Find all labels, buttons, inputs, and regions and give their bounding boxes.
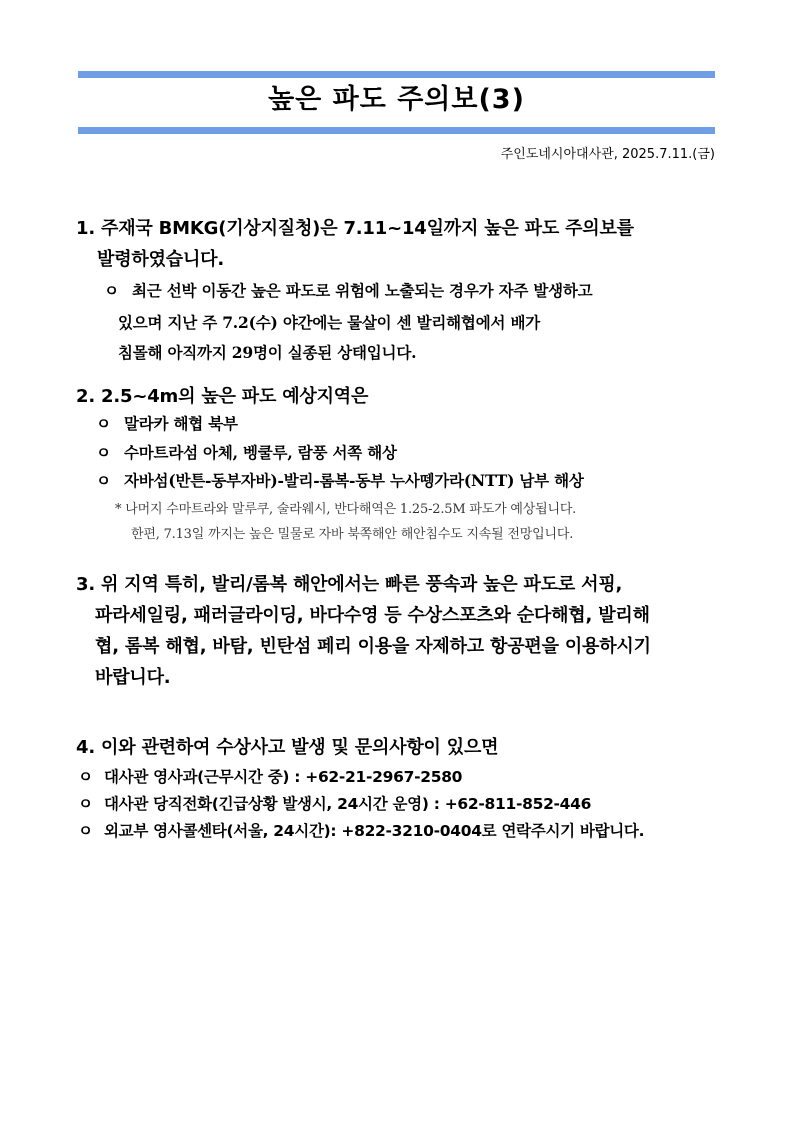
section1-line2: 발령하였습니다. [97,249,224,270]
title-bar-top [78,71,715,78]
contact-call-center: ㅇ 외교부 영사콜센타(서울, 24시간): +822-3210-0404로 연락주시기 바랍니다. [78,819,644,841]
title-bar-bottom [78,127,715,134]
bullet-circle-icon: ㅇ [96,472,111,490]
section1-bullet-line2: 있으며 지난 주 7.2(수) 야간에는 물살이 센 발리해협에서 배가 [118,313,540,332]
section1-bullet-line3: 침몰해 아직까지 29명이 실종된 상태입니다. [118,343,417,362]
bullet-circle-icon: ㅇ [78,822,93,840]
section2-heading: 2. 2.5~4m의 높은 파도 예상지역은 [76,386,369,407]
section3-line3: 협, 롬복 해협, 바탐, 빈탄섬 페리 이용을 자제하고 항공편을 이용하시기 [95,636,651,657]
section4-heading: 4. 이와 관련하여 수상사고 발생 및 문의사항이 있으면 [76,737,499,758]
section3-line4: 바랍니다. [95,667,171,688]
section3-line2: 파라세일링, 패러글라이딩, 바다수영 등 수상스포츠와 순다해협, 발리해 [95,605,650,626]
bullet-circle-icon: ㅇ [78,768,93,786]
contact-consular: ㅇ 대사관 영사과(근무시간 중) : +62-21-2967-2580 [78,765,462,787]
bullet-circle-icon: ㅇ [96,415,111,433]
section2-bullet-1: ㅇ 말라카 해협 북부 [96,414,238,433]
page-title: 높은 파도 주의보(3) [268,84,525,115]
section2-note-line2: 한편, 7.13일 까지는 높은 밀물로 자바 북쪽해안 해안침수도 지속될 전망입니다. [131,527,574,542]
section3-line1: 3. 위 지역 특히, 발리/롬복 해안에서는 빠른 풍속과 높은 파도로 서핑, [76,574,623,595]
section2-bullet-2: ㅇ 수마트라섬 아체, 벵쿨루, 람풍 서쪽 해상 [96,443,397,462]
source-line: 주인도네시아대사관, 2025.7.11.(금) [500,147,715,162]
section1-bullet-line1: ㅇ 최근 선박 이동간 높은 파도로 위험에 노출되는 경우가 자주 발생하고 [104,281,593,300]
section2-bullet-3: ㅇ 자바섬(반튼-동부자바)-발리-롬복-동부 누사뗑가라(NTT) 남부 해상 [96,471,584,490]
section2-note-line1: * 나머지 수마트라와 말루쿠, 술라웨시, 반다해역은 1.25-2.5M 파도가 예상됩니다. [115,502,577,517]
section1-line1: 1. 주재국 BMKG(기상지질청)은 7.11~14일까지 높은 파도 주의보를 [76,218,634,239]
bullet-circle-icon: ㅇ [104,282,119,300]
contact-duty-phone: ㅇ 대사관 당직전화(긴급상황 발생시, 24시간 운영) : +62-811-852-446 [78,792,591,814]
bullet-circle-icon: ㅇ [78,795,93,813]
bullet-circle-icon: ㅇ [96,444,111,462]
